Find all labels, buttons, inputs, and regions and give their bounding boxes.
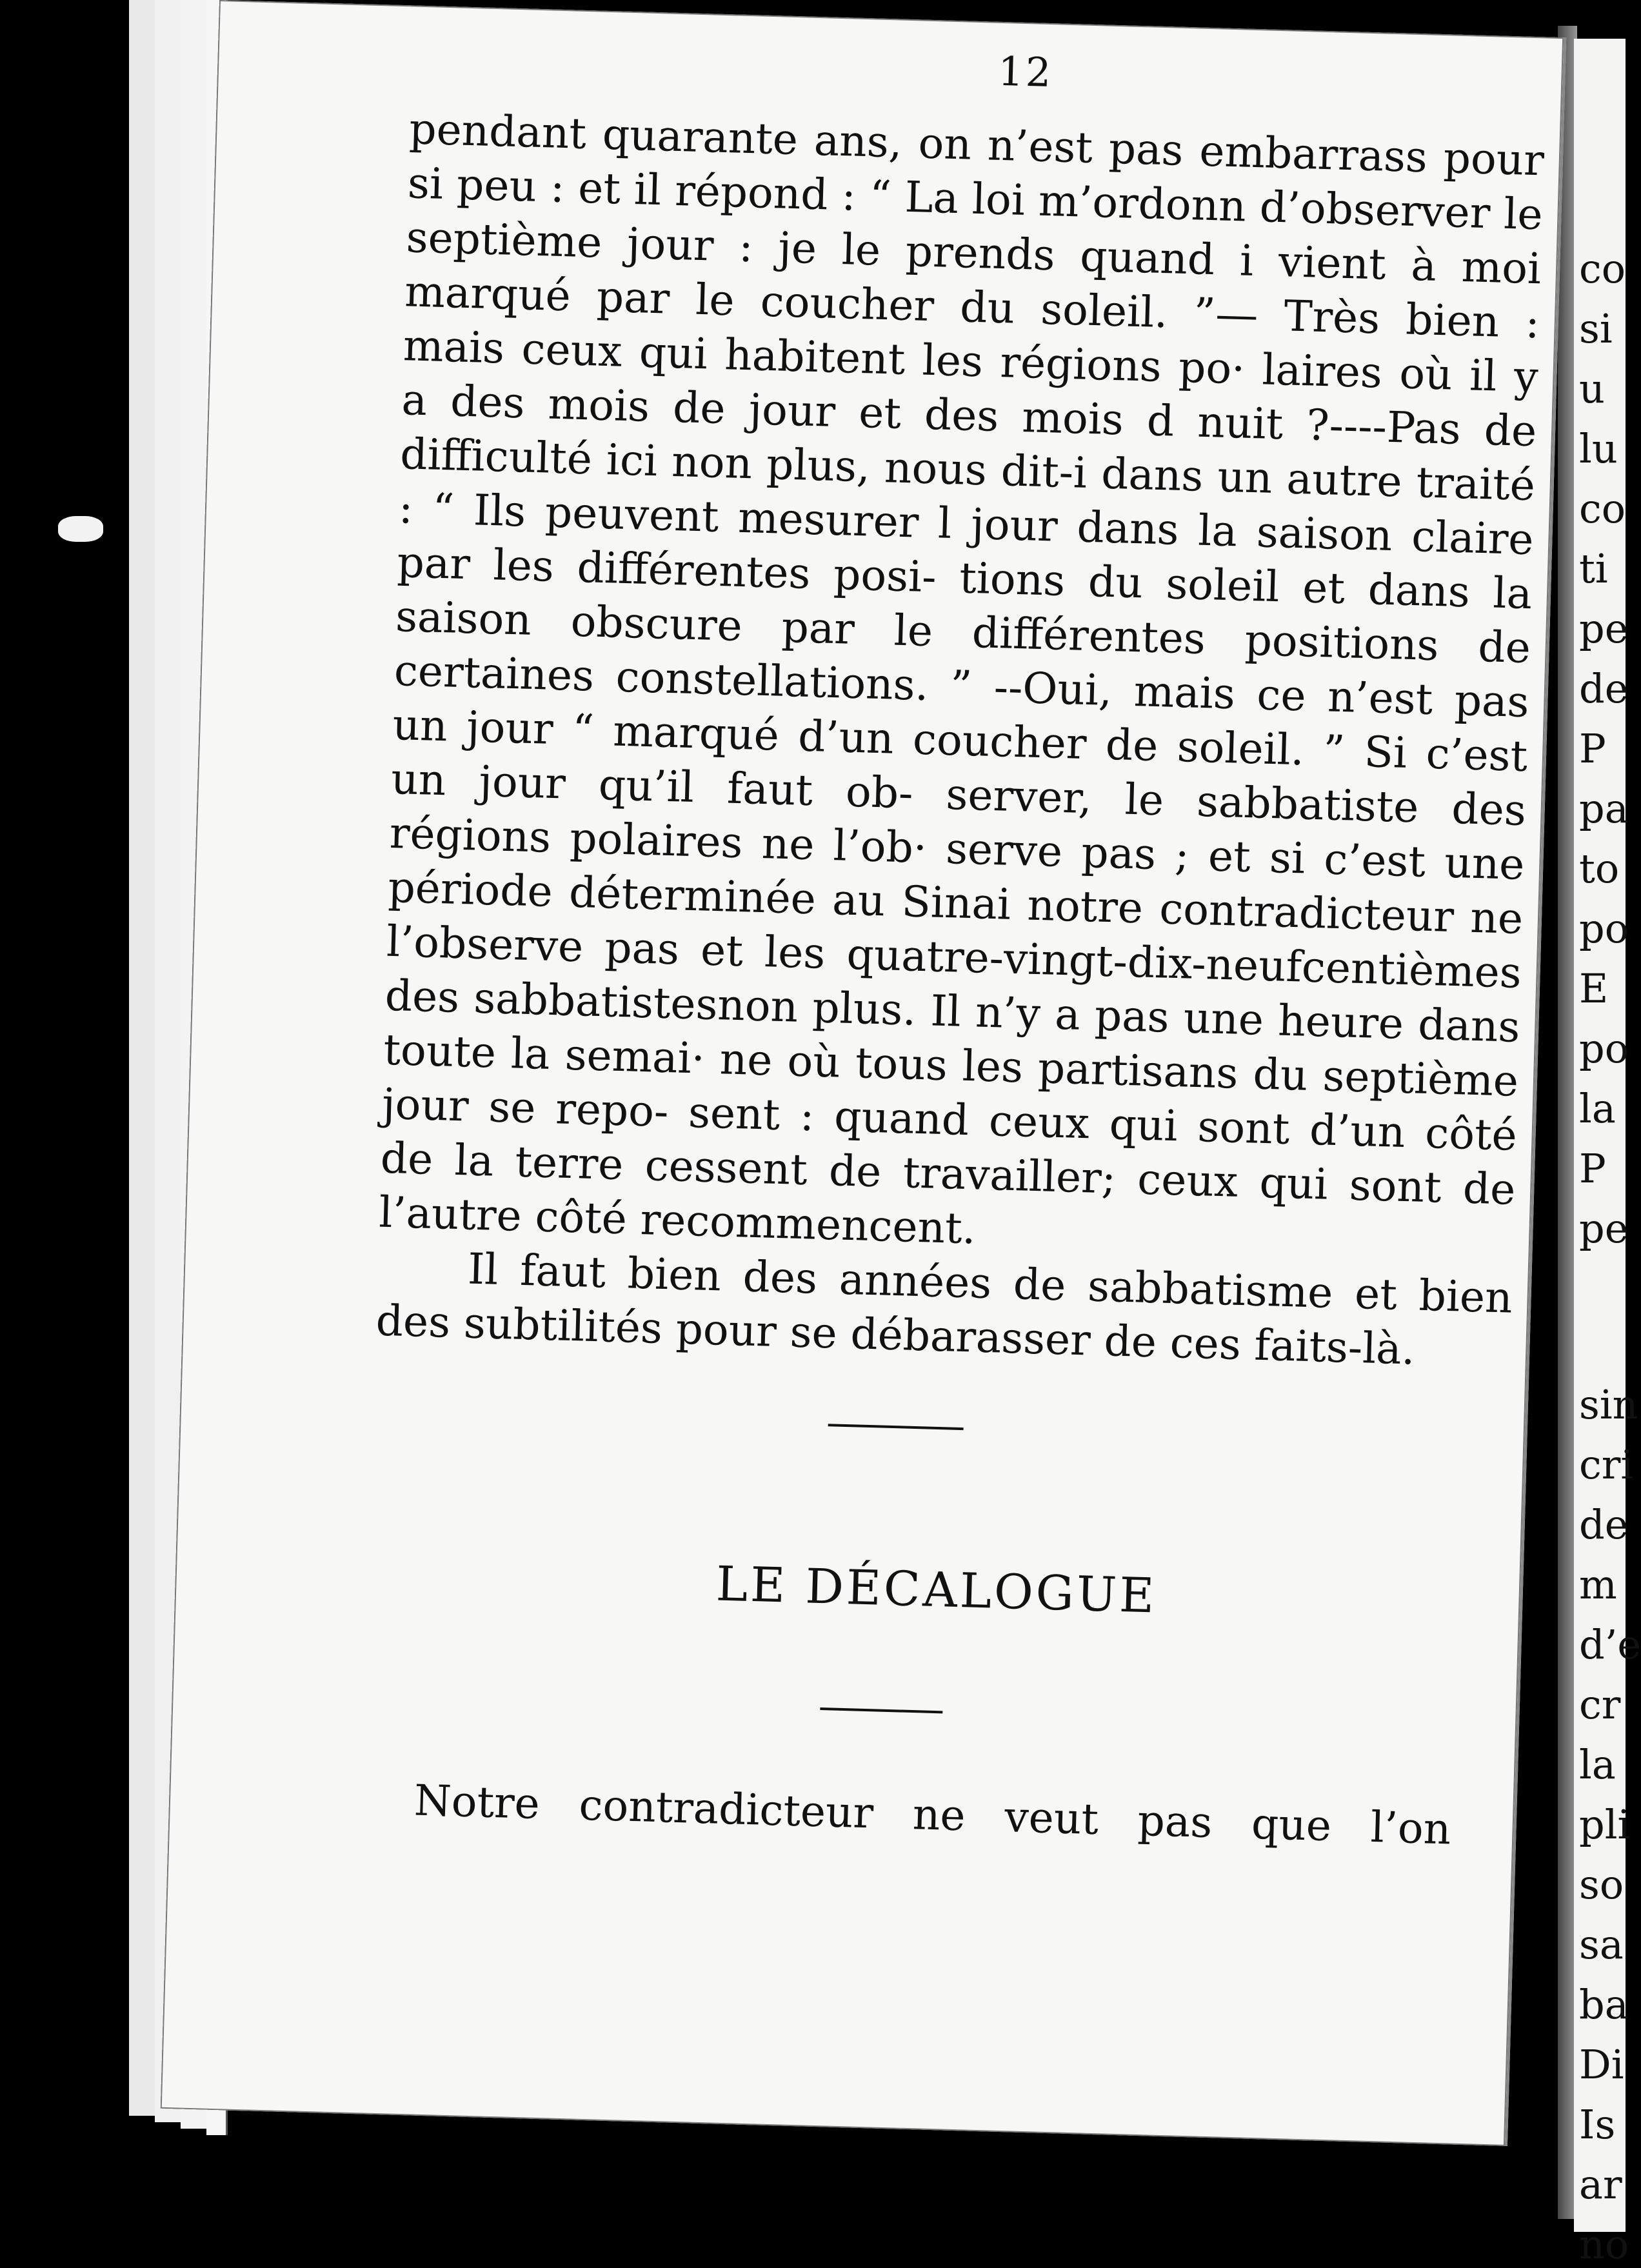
facing-page-fragment: E: [1579, 965, 1609, 1012]
facing-page-fragment: to: [1579, 845, 1620, 892]
facing-page-fragment: u: [1579, 365, 1605, 412]
facing-page-fragment: ti: [1579, 545, 1608, 592]
section-opening-line: Notre contradicteur ne veut pas que l’on: [413, 1775, 1452, 1855]
facing-page-fragment: pa: [1579, 785, 1629, 832]
page-edge: [129, 0, 157, 2116]
paragraph: pendant quarante ans, on n’est pas embarrass pour si peu : et il répond : “ La loi m’ordonn d’observer le septième jour : je le prends quand i vient à moi marqué par le coucher du soleil. ”— Très bien : mais ceux qui habitent les régions po· laires où il y a des mois de jour et des mois d nuit ?----Pas de difficulté ici non plus, nous dit-i dans un autre traité : “ Ils peuvent mesurer l jour dans la saison claire par les différentes posi- tions du soleil et dans la saison obscure par le différentes positions de certaines constellations. ” --Oui, mais ce n’est pas un jour “ marqué d’un coucher de soleil. ” Si c’est un jour qu’il faut ob- server, le sabbatiste des régions polaires ne l’ob· serve pas ; et si c’est une période déterminée au Sinai notre contradicteur ne l’observe pas et les quatre-vingt-dix-neufcentièmes des sabbatistesnon plus. Il n’y a pas une heure dans toute la semai· ne où tous les partisans du septième jour se repo- sent : quand ceux qui sont d’un côté de la terre cessent de travailler; ceux qui sont de l’autre côté recommencent.: [378, 104, 1545, 1254]
facing-page-fragment: de: [1579, 1501, 1629, 1548]
paper-speck: [58, 516, 103, 542]
facing-page-fragment: ar: [1579, 2161, 1622, 2208]
facing-page-fragment: la: [1579, 1085, 1616, 1132]
facing-page-fragment: cr: [1579, 1681, 1621, 1728]
facing-page-fragment: P: [1579, 1145, 1606, 1192]
section-heading: LE DÉCALOGUE: [715, 1556, 1158, 1624]
facing-page-fragment: po: [1579, 905, 1629, 952]
facing-page-fragment: lu: [1579, 425, 1618, 472]
section-rule: [828, 1424, 964, 1430]
facing-page-fragment: m: [1579, 1561, 1617, 1608]
facing-page-fragment: sa: [1579, 1921, 1624, 1968]
facing-page-fragment: no: [1579, 2221, 1629, 2268]
facing-page-fragment: d’e: [1579, 1621, 1641, 1668]
facing-page-fragment: po: [1579, 1025, 1629, 1072]
body-text: [375, 102, 1545, 1379]
facing-page-fragment: co: [1579, 485, 1626, 532]
facing-page-fragment: Di: [1579, 2041, 1624, 2088]
facing-page-fragment: so: [1579, 1861, 1624, 1908]
section-rule: [820, 1707, 942, 1713]
facing-page-fragment: P: [1579, 725, 1606, 772]
facing-page-fragment: si: [1579, 305, 1613, 352]
facing-page-fragment: ba: [1579, 1981, 1629, 2028]
page-number: 12: [997, 47, 1054, 97]
facing-page-fragment: pe: [1579, 1205, 1629, 1252]
facing-page-fragment: de: [1579, 665, 1629, 712]
book-page: [161, 0, 1566, 2146]
paragraph: Il faut bien des années de sabbatisme et bien des subtilités pour se débarasser de ces faits-là.: [375, 1244, 1513, 1375]
facing-page-fragment: pli: [1579, 1801, 1631, 1848]
facing-page-fragment: la: [1579, 1741, 1616, 1788]
facing-page-fragment: Is: [1579, 2101, 1616, 2148]
facing-page-fragment: co: [1579, 245, 1626, 292]
facing-page-fragment: cri: [1579, 1441, 1634, 1488]
facing-page: [1574, 39, 1641, 2268]
facing-page-fragment: sin: [1579, 1381, 1638, 1428]
facing-page-fragment: pe: [1579, 605, 1629, 652]
